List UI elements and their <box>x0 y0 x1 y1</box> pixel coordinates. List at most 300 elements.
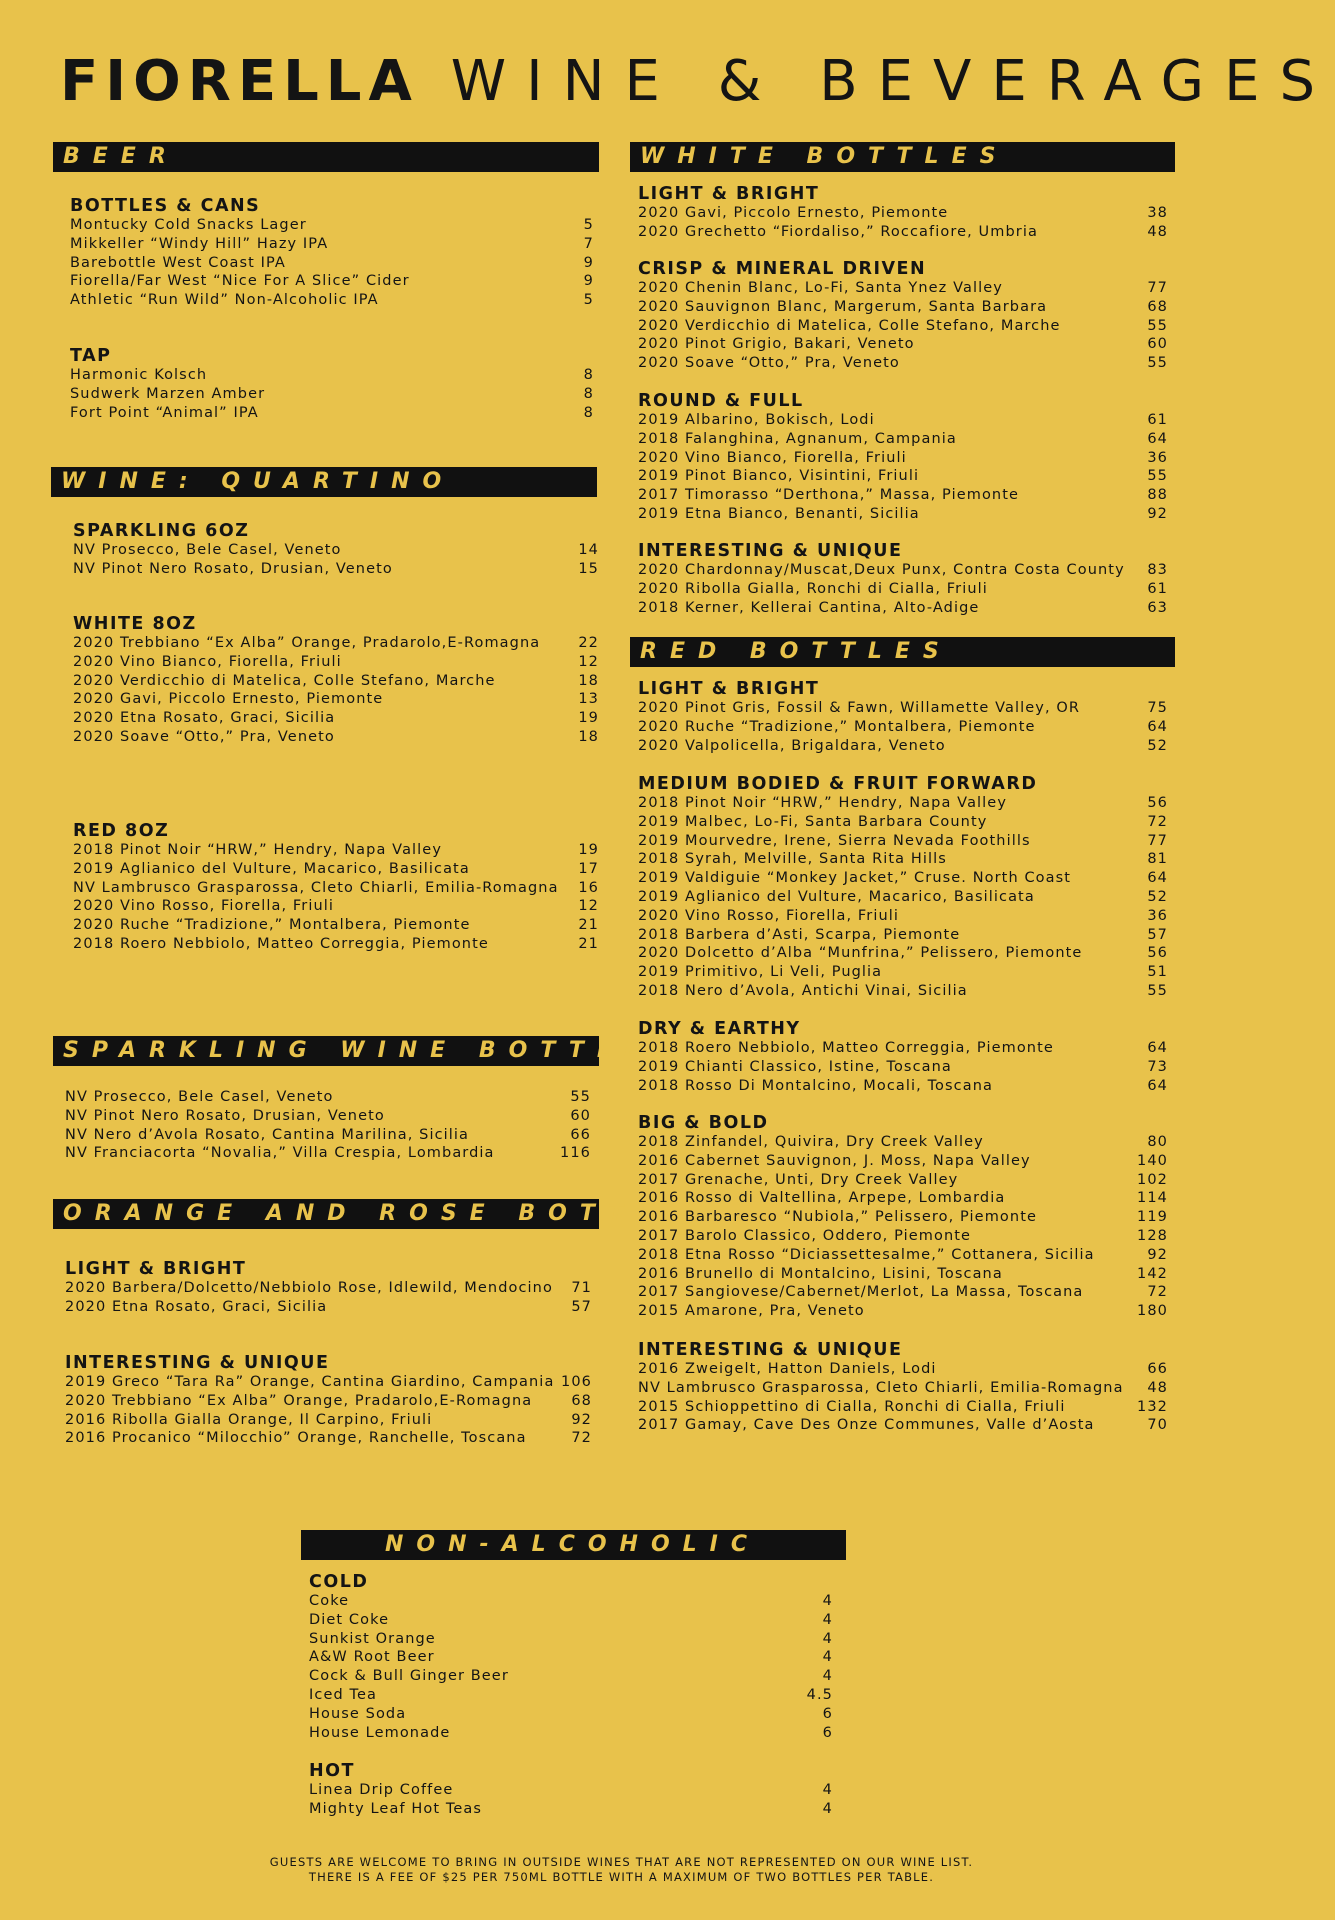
section-heading: HOT <box>309 1761 355 1781</box>
item-price: 55 <box>1147 982 1168 999</box>
item-price: 70 <box>1147 1417 1168 1434</box>
menu-item <box>638 1152 1168 1171</box>
item-name: Harmonic Kolsch <box>70 367 208 383</box>
menu-item <box>638 832 1168 851</box>
item-name: 2017 Barolo Classico, Oddero, Piemonte <box>638 1227 972 1244</box>
menu-item <box>65 1144 591 1163</box>
item-price: 57 <box>571 1298 592 1315</box>
item-price: 63 <box>1147 599 1168 616</box>
item-price: 19 <box>578 842 599 858</box>
menu-item <box>309 1800 833 1819</box>
item-name: NV Prosecco, Bele Casel, Veneto <box>65 1089 334 1105</box>
item-name: 2019 Mourvedre, Irene, Sierra Nevada Foothills <box>638 832 1031 849</box>
item-price: 180 <box>1137 1303 1168 1320</box>
menu-item <box>309 1630 833 1649</box>
section-heading: INTERESTING & UNIQUE <box>65 1353 330 1373</box>
menu-item <box>638 204 1168 223</box>
section-red-light <box>638 679 1168 755</box>
item-name: Montucky Cold Snacks Lager <box>70 217 307 233</box>
item-price: 64 <box>1147 1077 1168 1094</box>
item-name: NV Lambrusco Grasparossa, Cleto Chiarli, Emilia-Romagna <box>638 1379 1124 1396</box>
item-price: 22 <box>578 635 599 651</box>
item-name: 2019 Primitivo, Li Veli, Puglia <box>638 964 883 981</box>
menu-item <box>638 737 1168 756</box>
item-price: 57 <box>1147 926 1168 943</box>
item-price: 75 <box>1147 700 1168 716</box>
item-name: 2019 Aglianico del Vulture, Macarico, Basilicata <box>73 860 470 877</box>
item-name: 2020 Ruche “Tradizione,” Montalbera, Piemonte <box>73 917 471 934</box>
item-price: 4 <box>822 1800 833 1817</box>
banner-sparkling-bottles: SPARKLING WINE BOTTLES <box>53 1036 599 1066</box>
item-name: Coke <box>309 1593 350 1609</box>
item-price: 18 <box>578 728 599 745</box>
item-name: 2019 Chianti Classico, Istine, Toscana <box>638 1058 952 1075</box>
item-price: 142 <box>1137 1265 1168 1282</box>
item-price: 80 <box>1147 1134 1168 1150</box>
menu-item <box>638 449 1168 468</box>
menu-item <box>73 841 599 860</box>
item-name: A&W Root Beer <box>309 1649 435 1666</box>
item-price: 72 <box>571 1430 592 1447</box>
item-name: 2019 Etna Bianco, Benanti, Sicilia <box>638 505 920 522</box>
item-price: 83 <box>1147 562 1168 578</box>
menu-item <box>70 366 594 385</box>
brand-name: FIORELLA <box>60 49 419 114</box>
menu-item <box>70 235 594 254</box>
item-name: 2020 Pinot Gris, Fossil & Fawn, Willamette Valley, OR <box>638 700 1081 716</box>
item-name: 2018 Kerner, Kellerai Cantina, Alto-Adige <box>638 599 980 616</box>
section-white-round <box>638 391 1168 524</box>
menu-item <box>73 935 599 954</box>
item-price: 6 <box>822 1724 833 1741</box>
item-price: 60 <box>1147 336 1168 353</box>
item-name: 2020 Trebbiano “Ex Alba” Orange, Pradarolo,E-Romagna <box>73 635 541 651</box>
menu-item <box>638 1171 1168 1190</box>
item-name: 2017 Gamay, Cave Des Onze Communes, Valle d’Aosta <box>638 1417 1095 1434</box>
menu-item <box>638 963 1168 982</box>
item-name: 2019 Albarino, Bokisch, Lodi <box>638 412 875 428</box>
item-price: 92 <box>1147 1246 1168 1263</box>
menu-item <box>65 1392 592 1411</box>
item-name: NV Prosecco, Bele Casel, Veneto <box>73 542 342 558</box>
item-price: 51 <box>1147 964 1168 981</box>
item-price: 55 <box>570 1089 591 1105</box>
item-price: 4 <box>822 1593 833 1609</box>
item-price: 66 <box>1147 1361 1168 1377</box>
item-name: 2016 Rosso di Valtellina, Arpepe, Lombardia <box>638 1190 1006 1207</box>
menu-item <box>309 1667 833 1686</box>
section-heading: WHITE 8OZ <box>73 614 197 634</box>
item-name: 2018 Pinot Noir “HRW,” Hendry, Napa Valley <box>638 795 1008 811</box>
item-name: Barebottle West Coast IPA <box>70 254 286 271</box>
menu-item <box>638 1133 1168 1152</box>
section-heading: LIGHT & BRIGHT <box>638 184 820 204</box>
menu-item <box>638 505 1168 524</box>
item-name: 2019 Valdiguie “Monkey Jacket,” Cruse. North Coast <box>638 870 1072 887</box>
menu-item <box>65 1107 591 1126</box>
item-name: 2020 Vino Bianco, Fiorella, Friuli <box>638 449 907 466</box>
menu-item <box>638 1246 1168 1265</box>
item-price: 60 <box>570 1107 591 1124</box>
section-na-cold <box>309 1572 833 1742</box>
menu-item <box>73 860 599 879</box>
menu-item <box>638 1058 1168 1077</box>
item-name: 2020 Valpolicella, Brigaldara, Veneto <box>638 737 946 754</box>
menu-item <box>638 1189 1168 1208</box>
section-heading: ROUND & FULL <box>638 391 804 411</box>
section-quartino-sparkling <box>73 521 599 579</box>
section-red-medium <box>638 774 1168 1001</box>
item-price: 73 <box>1147 1058 1168 1075</box>
item-price: 7 <box>583 235 594 252</box>
item-price: 15 <box>578 560 599 577</box>
item-price: 55 <box>1147 355 1168 372</box>
item-name: 2015 Schioppettino di Cialla, Ronchi di Cialla, Friuli <box>638 1398 1066 1415</box>
item-name: Sudwerk Marzen Amber <box>70 385 266 402</box>
item-price: 9 <box>583 273 594 290</box>
item-name: 2018 Rosso Di Montalcino, Mocali, Toscana <box>638 1077 994 1094</box>
section-heading: DRY & EARTHY <box>638 1019 801 1039</box>
item-price: 21 <box>578 935 599 952</box>
banner-beer: BEER <box>53 142 599 172</box>
menu-item <box>638 298 1168 317</box>
menu-item <box>73 916 599 935</box>
item-name: 2019 Malbec, Lo-Fi, Santa Barbara County <box>638 813 988 830</box>
item-name: Mighty Leaf Hot Teas <box>309 1800 482 1817</box>
item-name: Cock & Bull Ginger Beer <box>309 1668 509 1685</box>
item-name: 2020 Soave “Otto,” Pra, Veneto <box>638 355 900 372</box>
item-price: 77 <box>1147 832 1168 849</box>
item-price: 48 <box>1147 223 1168 240</box>
banner-white-bottles: WHITE BOTTLES <box>630 142 1175 172</box>
menu-item <box>73 653 599 672</box>
menu-item <box>638 1039 1168 1058</box>
menu-item <box>638 813 1168 832</box>
menu-item <box>638 850 1168 869</box>
menu-item <box>73 897 599 916</box>
item-price: 4 <box>822 1611 833 1628</box>
item-name: 2018 Etna Rosso “Diciassettesalme,” Cottanera, Sicilia <box>638 1246 1095 1263</box>
section-heading: TAP <box>70 346 112 366</box>
item-price: 66 <box>570 1126 591 1143</box>
item-name: 2016 Cabernet Sauvignon, J. Moss, Napa Valley <box>638 1152 1031 1169</box>
item-price: 61 <box>1147 412 1168 428</box>
item-price: 19 <box>578 710 599 727</box>
item-name: 2020 Gavi, Piccolo Ernesto, Piemonte <box>638 205 949 221</box>
item-price: 12 <box>578 898 599 915</box>
item-price: 119 <box>1137 1209 1168 1226</box>
outside-wine-policy <box>0 1855 1243 1885</box>
item-name: 2020 Chenin Blanc, Lo-Fi, Santa Ynez Valley <box>638 280 1003 296</box>
item-price: 55 <box>1147 468 1168 485</box>
section-heading: BIG & BOLD <box>638 1113 769 1133</box>
item-name: 2018 Falanghina, Agnanum, Campania <box>638 430 957 447</box>
item-name: Mikkeller “Windy Hill” Hazy IPA <box>70 235 329 252</box>
item-price: 68 <box>571 1392 592 1409</box>
item-name: 2020 Vino Rosso, Fiorella, Friuli <box>73 898 335 915</box>
item-name: 2020 Vino Rosso, Fiorella, Friuli <box>638 907 900 924</box>
menu-item <box>73 879 599 898</box>
menu-item <box>309 1724 833 1743</box>
item-name: 2018 Syrah, Melville, Santa Rita Hills <box>638 851 947 868</box>
menu-item <box>638 1077 1168 1096</box>
menu-item <box>638 1398 1168 1417</box>
item-name: 2020 Ruche “Tradizione,” Montalbera, Piemonte <box>638 718 1036 735</box>
item-name: NV Pinot Nero Rosato, Drusian, Veneto <box>73 560 393 577</box>
item-price: 128 <box>1137 1227 1168 1244</box>
menu-item <box>309 1611 833 1630</box>
section-na-hot <box>309 1761 833 1819</box>
section-orange-interesting <box>65 1353 592 1448</box>
section-heading: BOTTLES & CANS <box>70 196 261 216</box>
item-price: 8 <box>583 385 594 402</box>
item-name: 2019 Greco “Tara Ra” Orange, Cantina Giardino, Campania <box>65 1374 555 1390</box>
menu-item <box>638 1302 1168 1321</box>
item-price: 38 <box>1147 205 1168 221</box>
item-price: 52 <box>1147 888 1168 905</box>
menu-item <box>638 869 1168 888</box>
menu-item <box>65 1088 591 1107</box>
menu-item <box>638 982 1168 1001</box>
item-name: 2020 Ribolla Gialla, Ronchi di Cialla, Friuli <box>638 580 988 597</box>
item-name: Athletic “Run Wild” Non-Alcoholic IPA <box>70 292 379 309</box>
menu-item <box>638 279 1168 298</box>
section-red-big <box>638 1113 1168 1321</box>
menu-item <box>638 794 1168 813</box>
item-price: 68 <box>1147 298 1168 315</box>
menu-item <box>70 385 594 404</box>
item-price: 36 <box>1147 449 1168 466</box>
menu-subtitle: WINE & BEVERAGES <box>450 49 1335 114</box>
section-heading: RED 8OZ <box>73 821 170 841</box>
section-heading: COLD <box>309 1572 369 1592</box>
item-price: 114 <box>1137 1190 1168 1207</box>
menu-item <box>73 690 599 709</box>
menu-item <box>638 907 1168 926</box>
menu-item <box>638 1208 1168 1227</box>
item-name: Sunkist Orange <box>309 1630 436 1647</box>
menu-item <box>73 672 599 691</box>
menu-item <box>73 634 599 653</box>
item-price: 102 <box>1137 1171 1168 1188</box>
menu-item <box>73 541 599 560</box>
menu-item <box>638 580 1168 599</box>
item-name: House Lemonade <box>309 1724 451 1741</box>
section-white-crisp <box>638 259 1168 373</box>
item-price: 61 <box>1147 580 1168 597</box>
menu-item <box>73 728 599 747</box>
item-price: 72 <box>1147 813 1168 830</box>
menu-item <box>638 467 1168 486</box>
menu-title <box>60 49 1335 114</box>
item-name: 2018 Zinfandel, Quivira, Dry Creek Valley <box>638 1134 984 1150</box>
menu-item <box>638 1227 1168 1246</box>
item-price: 4 <box>822 1782 833 1798</box>
item-price: 140 <box>1137 1152 1168 1169</box>
item-price: 9 <box>583 254 594 271</box>
item-price: 77 <box>1147 280 1168 296</box>
menu-item <box>638 718 1168 737</box>
item-price: 106 <box>561 1374 592 1390</box>
menu-item <box>638 699 1168 718</box>
section-quartino-white <box>73 614 599 747</box>
menu-item <box>73 560 599 579</box>
item-price: 116 <box>560 1145 591 1162</box>
policy-line-1: GUESTS ARE WELCOME TO BRING IN OUTSIDE WINES THAT ARE NOT REPRESENTED ON OUR WINE LIST. <box>269 1855 974 1869</box>
item-name: 2018 Barbera d’Asti, Scarpa, Piemonte <box>638 926 961 943</box>
menu-item <box>638 888 1168 907</box>
menu-item <box>638 486 1168 505</box>
section-white-light <box>638 184 1168 242</box>
menu-item <box>309 1648 833 1667</box>
item-price: 56 <box>1147 795 1168 811</box>
banner-red-bottles: RED BOTTLES <box>630 637 1175 667</box>
item-name: 2020 Pinot Grigio, Bakari, Veneto <box>638 336 915 353</box>
item-name: 2018 Roero Nebbiolo, Matteo Correggia, Piemonte <box>638 1040 1054 1056</box>
section-heading: CRISP & MINERAL DRIVEN <box>638 259 927 279</box>
menu-item <box>73 709 599 728</box>
menu-item <box>70 216 594 235</box>
item-price: 132 <box>1137 1398 1168 1415</box>
item-price: 4 <box>822 1668 833 1685</box>
item-name: 2020 Etna Rosato, Graci, Sicilia <box>65 1298 328 1315</box>
item-price: 4 <box>822 1649 833 1666</box>
item-price: 18 <box>578 672 599 689</box>
menu-item <box>638 1265 1168 1284</box>
item-price: 55 <box>1147 317 1168 334</box>
item-name: 2017 Grenache, Unti, Dry Creek Valley <box>638 1171 959 1188</box>
item-price: 8 <box>583 367 594 383</box>
item-name: 2018 Roero Nebbiolo, Matteo Correggia, Piemonte <box>73 935 489 952</box>
item-name: 2020 Trebbiano “Ex Alba” Orange, Pradarolo,E-Romagna <box>65 1392 533 1409</box>
menu-item <box>309 1705 833 1724</box>
item-price: 92 <box>1147 505 1168 522</box>
section-orange-light <box>65 1259 592 1317</box>
banner-quartino: WINE: QUARTINO <box>51 467 597 497</box>
menu-item <box>70 404 594 423</box>
item-name: 2018 Nero d’Avola, Antichi Vinai, Sicilia <box>638 982 968 999</box>
item-price: 71 <box>571 1280 592 1296</box>
policy-line-2: THERE IS A FEE OF $25 PER 750ML BOTTLE WITH A MAXIMUM OF TWO BOTTLES PER TABLE. <box>308 1870 935 1884</box>
menu-item <box>65 1429 592 1448</box>
menu-item <box>638 354 1168 373</box>
item-name: NV Pinot Nero Rosato, Drusian, Veneto <box>65 1107 385 1124</box>
menu-item <box>65 1279 592 1298</box>
item-price: 4.5 <box>806 1686 833 1703</box>
item-name: House Soda <box>309 1705 407 1722</box>
item-name: 2017 Sangiovese/Cabernet/Merlot, La Massa, Toscana <box>638 1284 1084 1301</box>
item-name: Fort Point “Animal” IPA <box>70 404 259 421</box>
item-price: 4 <box>822 1630 833 1647</box>
item-name: 2016 Ribolla Gialla Orange, Il Carpino, Friuli <box>65 1411 433 1428</box>
item-price: 64 <box>1147 430 1168 447</box>
menu-item <box>638 599 1168 618</box>
menu-item <box>70 254 594 273</box>
item-price: 64 <box>1147 1040 1168 1056</box>
menu-item <box>638 1416 1168 1435</box>
menu-item <box>638 223 1168 242</box>
item-name: 2016 Zweigelt, Hatton Daniels, Lodi <box>638 1361 937 1377</box>
item-name: 2017 Timorasso “Derthona,” Massa, Piemonte <box>638 487 1020 504</box>
item-name: NV Lambrusco Grasparossa, Cleto Chiarli, Emilia-Romagna <box>73 879 559 896</box>
item-price: 5 <box>583 292 594 309</box>
menu-item <box>638 561 1168 580</box>
menu-item <box>65 1411 592 1430</box>
item-name: 2020 Verdicchio di Matelica, Colle Stefano, Marche <box>638 317 1061 334</box>
item-name: 2016 Procanico “Milocchio” Orange, Ranchelle, Toscana <box>65 1430 527 1447</box>
item-name: 2020 Grechetto “Fiordaliso,” Roccafiore, Umbria <box>638 223 1038 240</box>
section-heading: INTERESTING & UNIQUE <box>638 541 903 561</box>
item-price: 12 <box>578 653 599 670</box>
menu-item <box>638 926 1168 945</box>
section-white-interesting <box>638 541 1168 617</box>
menu-item <box>70 291 594 310</box>
menu-item <box>65 1126 591 1145</box>
item-name: 2016 Barbaresco “Nubiola,” Pelissero, Piemonte <box>638 1209 1037 1226</box>
menu-item <box>309 1781 833 1800</box>
section-beer-tap <box>70 346 594 422</box>
item-name: 2020 Soave “Otto,” Pra, Veneto <box>73 728 335 745</box>
item-price: 6 <box>822 1705 833 1722</box>
item-name: Fiorella/Far West “Nice For A Slice” Cider <box>70 273 410 290</box>
menu-item <box>65 1298 592 1317</box>
section-sparkling-bottles <box>65 1088 591 1163</box>
item-price: 88 <box>1147 487 1168 504</box>
section-red-interesting <box>638 1340 1168 1435</box>
item-name: 2020 Vino Bianco, Fiorella, Friuli <box>73 653 342 670</box>
item-name: 2016 Brunello di Montalcino, Lisini, Toscana <box>638 1265 1003 1282</box>
menu-item <box>70 272 594 291</box>
menu-item <box>309 1686 833 1705</box>
item-price: 81 <box>1147 851 1168 868</box>
item-name: 2020 Gavi, Piccolo Ernesto, Piemonte <box>73 691 384 708</box>
item-name: 2020 Chardonnay/Muscat,Deux Punx, Contra Costa County <box>638 562 1125 578</box>
banner-orange-rose: ORANGE AND ROSE BOTTLES <box>53 1199 599 1229</box>
item-name: 2019 Aglianico del Vulture, Macarico, Basilicata <box>638 888 1035 905</box>
menu-item <box>638 1379 1168 1398</box>
item-price: 17 <box>578 860 599 877</box>
menu-item <box>638 317 1168 336</box>
item-name: Linea Drip Coffee <box>309 1782 454 1798</box>
item-name: 2020 Sauvignon Blanc, Margerum, Santa Barbara <box>638 298 1048 315</box>
section-heading: LIGHT & BRIGHT <box>65 1259 247 1279</box>
item-price: 52 <box>1147 737 1168 754</box>
section-heading: LIGHT & BRIGHT <box>638 679 820 699</box>
item-name: Iced Tea <box>309 1686 377 1703</box>
section-red-dry <box>638 1019 1168 1095</box>
item-price: 64 <box>1147 870 1168 887</box>
section-heading: SPARKLING 6OZ <box>73 521 250 541</box>
item-name: 2020 Barbera/Dolcetto/Nebbiolo Rose, Idlewild, Mendocino <box>65 1280 553 1296</box>
item-price: 13 <box>578 691 599 708</box>
menu-item <box>638 1360 1168 1379</box>
banner-non-alcoholic: NON-ALCOHOLIC <box>301 1530 846 1560</box>
section-beer-bottles <box>70 196 594 310</box>
item-price: 8 <box>583 404 594 421</box>
item-price: 5 <box>583 217 594 233</box>
item-price: 14 <box>578 542 599 558</box>
item-name: 2020 Etna Rosato, Graci, Sicilia <box>73 710 336 727</box>
section-heading: MEDIUM BODIED & FRUIT FORWARD <box>638 774 1038 794</box>
item-name: 2020 Dolcetto d’Alba “Munfrina,” Pelissero, Piemonte <box>638 945 1083 962</box>
item-price: 48 <box>1147 1379 1168 1396</box>
item-name: 2019 Pinot Bianco, Visintini, Friuli <box>638 468 920 485</box>
section-quartino-red <box>73 821 599 954</box>
item-name: 2018 Pinot Noir “HRW,” Hendry, Napa Valley <box>73 842 443 858</box>
item-price: 92 <box>571 1411 592 1428</box>
item-price: 64 <box>1147 718 1168 735</box>
item-name: Diet Coke <box>309 1611 390 1628</box>
